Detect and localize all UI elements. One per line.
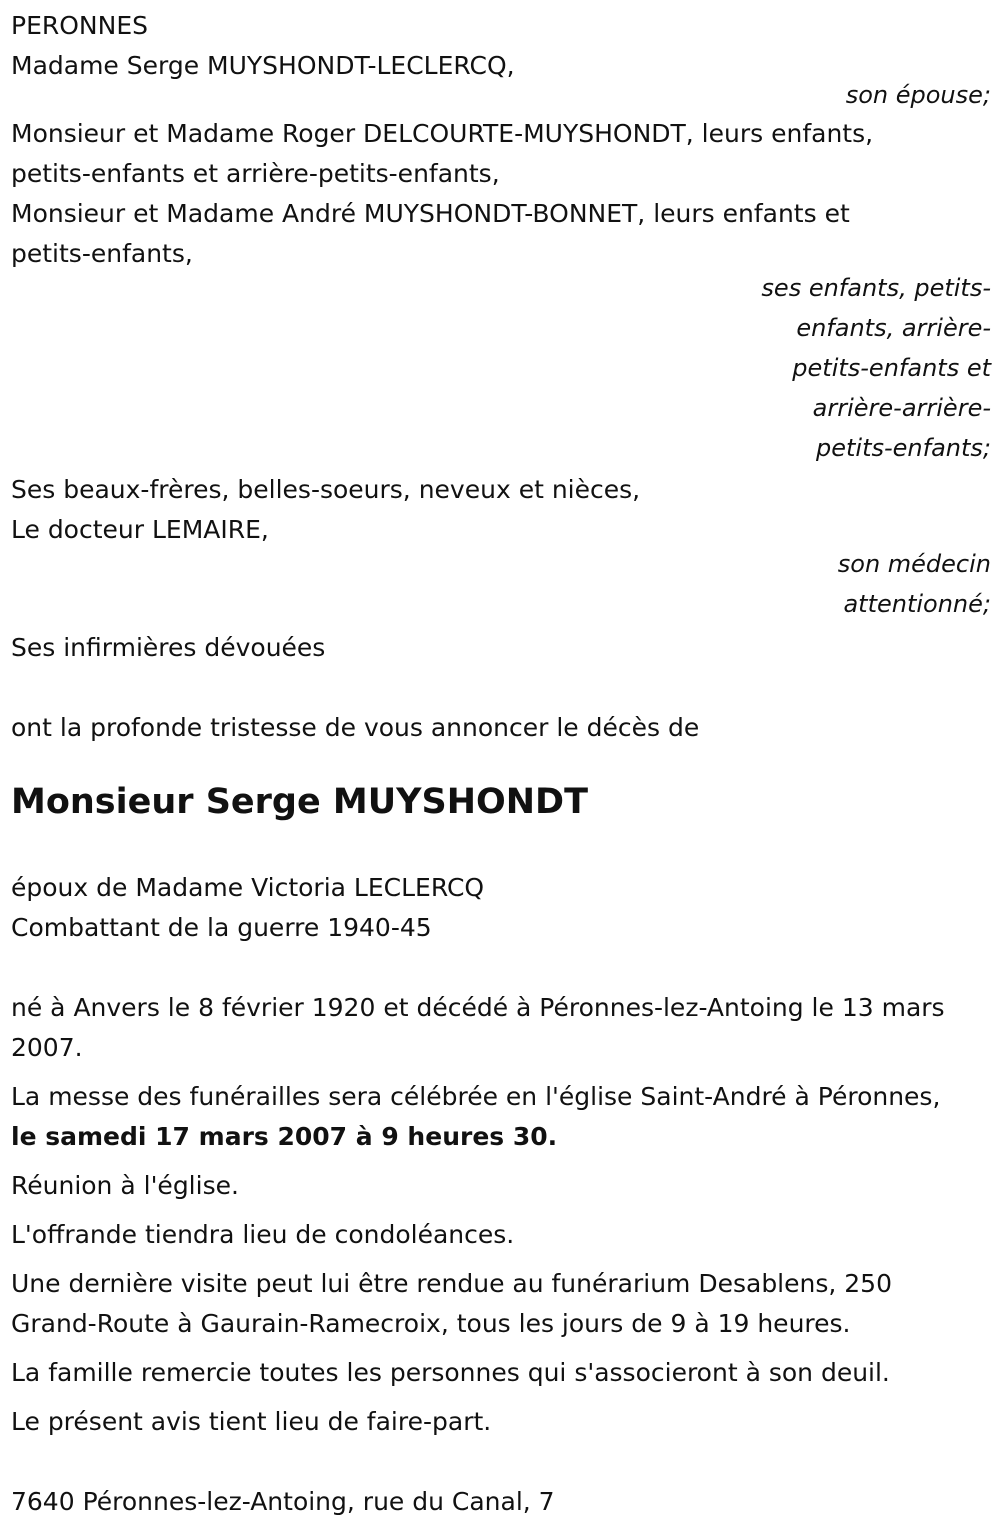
spouse-role: son épouse; <box>845 81 991 109</box>
thanks: La famille remercie toutes les personnes qui s'associeront à son deuil. <box>11 1358 890 1387</box>
children-role-line: petits-enfants; <box>816 434 991 462</box>
mass-info <box>11 1077 991 1157</box>
spouse-of: époux de Madame Victoria LECLERCQ <box>11 873 485 902</box>
mass-date: le samedi 17 mars 2007 à 9 heures 30. <box>11 1122 558 1151</box>
children-role-line: arrière-arrière- <box>812 394 991 422</box>
address: 7640 Péronnes-lez-Antoing, rue du Canal, 7 <box>11 1487 555 1516</box>
veteran-title: Combattant de la guerre 1940-45 <box>11 913 432 942</box>
in-laws: Ses beaux-frères, belles-soeurs, neveux et nièces, <box>11 475 641 504</box>
obituary-notice <box>11 6 991 1522</box>
birth-death: né à Anvers le 8 février 1920 et décédé à Péronnes-lez-Antoing le 13 mars 2007. <box>11 993 945 1062</box>
children-role-line: ses enfants, petits- <box>761 274 991 302</box>
doctor-role-line: son médecin <box>837 550 991 578</box>
meeting: Réunion à l'église. <box>11 1171 239 1200</box>
child1-line2: petits-enfants et arrière-petits-enfants, <box>11 159 500 188</box>
children-role-line: enfants, arrière- <box>796 314 991 342</box>
children-role-line: petits-enfants et <box>792 354 991 382</box>
deceased-name: Monsieur Serge MUYSHONDT <box>11 782 588 822</box>
offering: L'offrande tiendra lieu de condoléances. <box>11 1220 515 1249</box>
child2-line2: petits-enfants, <box>11 239 193 268</box>
announcement-intro: ont la profonde tristesse de vous annoncer le décès de <box>11 713 700 742</box>
doctor-role <box>11 544 991 624</box>
child1-line1: Monsieur et Madame Roger DELCOURTE-MUYSHONDT, leurs enfants, <box>11 119 874 148</box>
doctor: Le docteur LEMAIRE, <box>11 515 269 544</box>
child2-line1: Monsieur et Madame André MUYSHONDT-BONNET, leurs enfants et <box>11 199 850 228</box>
children-role <box>11 268 991 468</box>
town-heading: PERONNES <box>11 11 148 40</box>
mass-text: La messe des funérailles sera célébrée en l'église Saint-André à Péronnes, <box>11 1082 941 1111</box>
nurses: Ses infirmières dévouées <box>11 633 326 662</box>
visit-info: Une dernière visite peut lui être rendue au funérarium Desablens, 250 Grand-Route à Gaurain-Ramecroix, tous les jours de 9 à 19 heures. <box>11 1269 892 1338</box>
notice: Le présent avis tient lieu de faire-part. <box>11 1407 492 1436</box>
doctor-role-line: attentionné; <box>843 590 991 618</box>
spouse-name: Madame Serge MUYSHONDT-LECLERCQ, <box>11 51 515 80</box>
